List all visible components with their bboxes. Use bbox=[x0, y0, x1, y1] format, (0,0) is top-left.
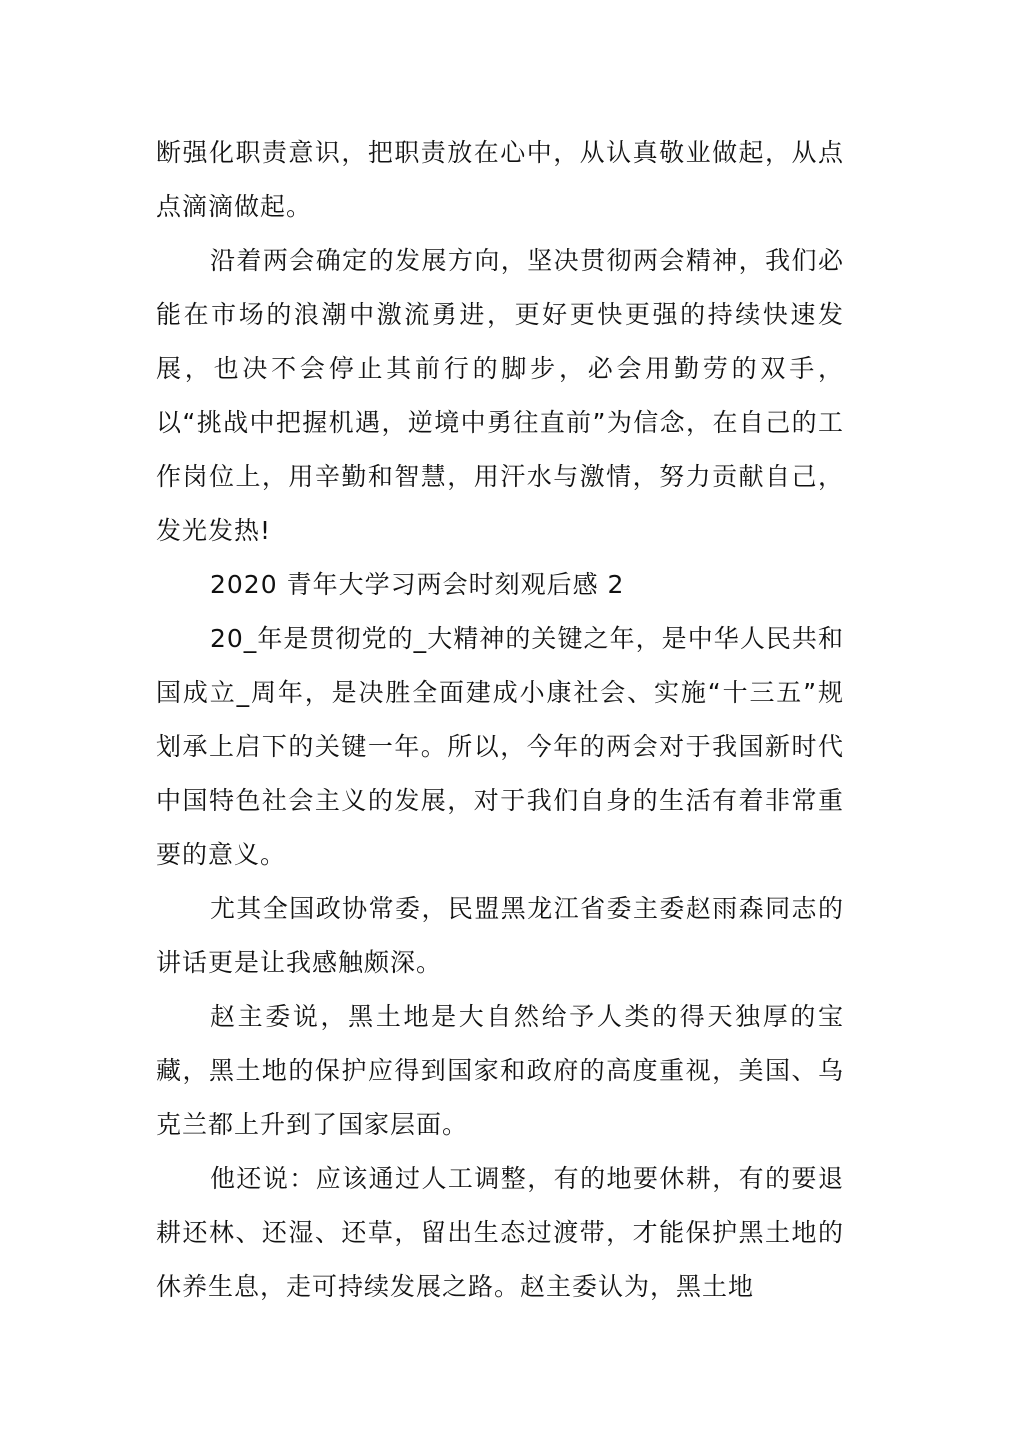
paragraph-two-sessions-spirit: 沿着两会确定的发展方向，坚决贯彻两会精神，我们必能在市场的浪潮中激流勇进，更好更快更强的持续快速发展，也决不会停止其前行的脚步，必会用勤劳的双手，以“挑战中把握机遇，逆境中勇往直前”为信念，在自己的工作岗位上，用辛勤和智慧，用汗水与激情，努力贡献自己，发光发热! bbox=[156, 246, 844, 545]
paragraph-key-year: 20_年是贯彻党的_大精神的关键之年，是中华人民共和国成立_周年，是决胜全面建成小康社会、实施“十三五”规划承上启下的关键一年。所以，今年的两会对于我国新时代中国特色社会主义的发展，对于我们自身的生活有着非常重要的意义。 bbox=[156, 624, 844, 869]
paragraph-black-soil: 赵主委说，黑土地是大自然给予人类的得天独厚的宝藏，黑土地的保护应得到国家和政府的高度重视，美国、乌克兰都上升到了国家层面。 bbox=[156, 1002, 844, 1139]
paragraph-zhao-speech: 尤其全国政协常委，民盟黑龙江省委主委赵雨森同志的讲话更是让我感触颇深。 bbox=[156, 894, 844, 977]
paragraph-adjustment: 他还说：应该通过人工调整，有的地要休耕，有的要退耕还林、还湿、还草，留出生态过渡带，才能保护黑土地的休养生息，走可持续发展之路。赵主委认为，黑土地 bbox=[156, 1164, 844, 1301]
paragraph-continuation: 断强化职责意识，把职责放在心中，从认真敬业做起，从点点滴滴做起。 bbox=[156, 138, 844, 221]
document-body bbox=[156, 126, 844, 1314]
section-heading: 2020 青年大学习两会时刻观后感 2 bbox=[210, 570, 625, 599]
